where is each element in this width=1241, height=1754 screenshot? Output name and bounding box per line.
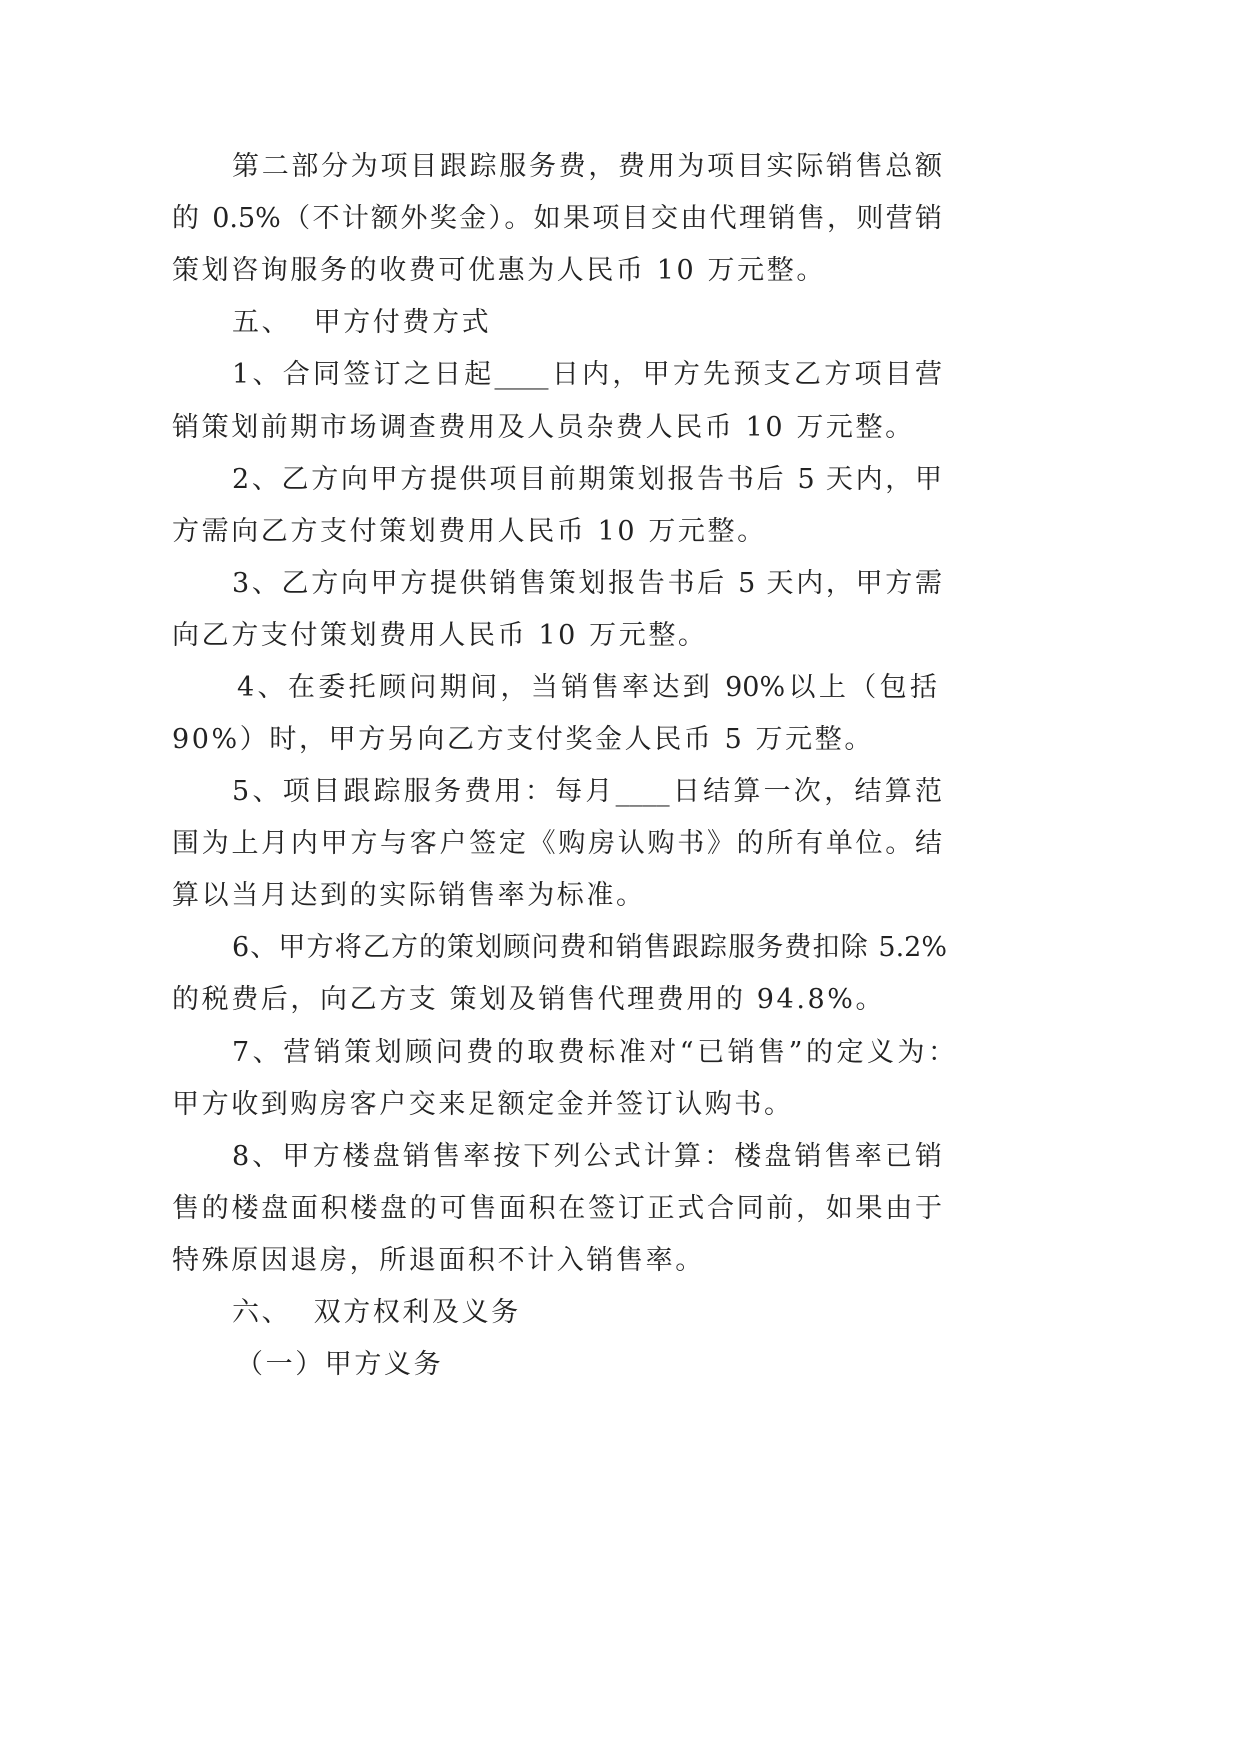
text-line: 方需向乙方支付策划费用人民币 10 万元整。 [172,516,767,547]
text-line: 的 0.5%（不计额外奖金）。如果项目交由代理销售，则营销 [172,203,942,234]
text-line: 围为上月内甲方与客户签定《购房认购书》的所有单位。结 [172,828,942,859]
text-line: 向乙方支付策划费用人民币 10 万元整。 [172,620,708,651]
text-line: 算以当月达到的实际销售率为标准。 [172,880,646,911]
text-line: 第二部分为项目跟踪服务费，费用为项目实际销售总额 [232,151,942,182]
text-line: 4、在委托顾问期间，当销售率达到 90%以上（包括 [237,672,937,703]
text-line: 90%）时，甲方另向乙方支付奖金人民币 5 万元整。 [172,724,874,755]
text-line: 销策划前期市场调查费用及人员杂费人民币 10 万元整。 [172,412,915,443]
section-heading: 六、 双方权利及义务 [232,1297,521,1328]
text-line: 7、营销策划顾问费的取费标准对“已销售”的定义为： [232,1037,955,1068]
text-line: 8、甲方楼盘销售率按下列公式计算：楼盘销售率已销 [232,1141,942,1172]
text-line: 策划咨询服务的收费可优惠为人民币 10 万元整。 [172,255,826,286]
text-line: 甲方收到购房客户交来足额定金并签订认购书。 [172,1089,794,1120]
text-line: 2、乙方向甲方提供项目前期策划报告书后 5 天内，甲 [232,464,942,495]
text-line: 5、项目跟踪服务费用：每月____日结算一次，结算范 [232,776,942,807]
text-line: 3、乙方向甲方提供销售策划报告书后 5 天内，甲方需 [232,568,942,599]
text-line: 售的楼盘面积楼盘的可售面积在签订正式合同前，如果由于 [172,1193,942,1224]
text-line: 1、合同签订之日起____日内，甲方先预支乙方项目营 [232,359,942,390]
text-line: 的税费后，向乙方支 策划及销售代理费用的 94.8%。 [172,984,886,1015]
subsection-heading: （一）甲方义务 [236,1349,444,1380]
text-line: 特殊原因退房，所退面积不计入销售率。 [172,1245,705,1276]
text-line: 6、甲方将乙方的策划顾问费和销售跟踪服务费扣除 5.2% [232,932,947,963]
section-heading: 五、 甲方付费方式 [232,307,492,338]
